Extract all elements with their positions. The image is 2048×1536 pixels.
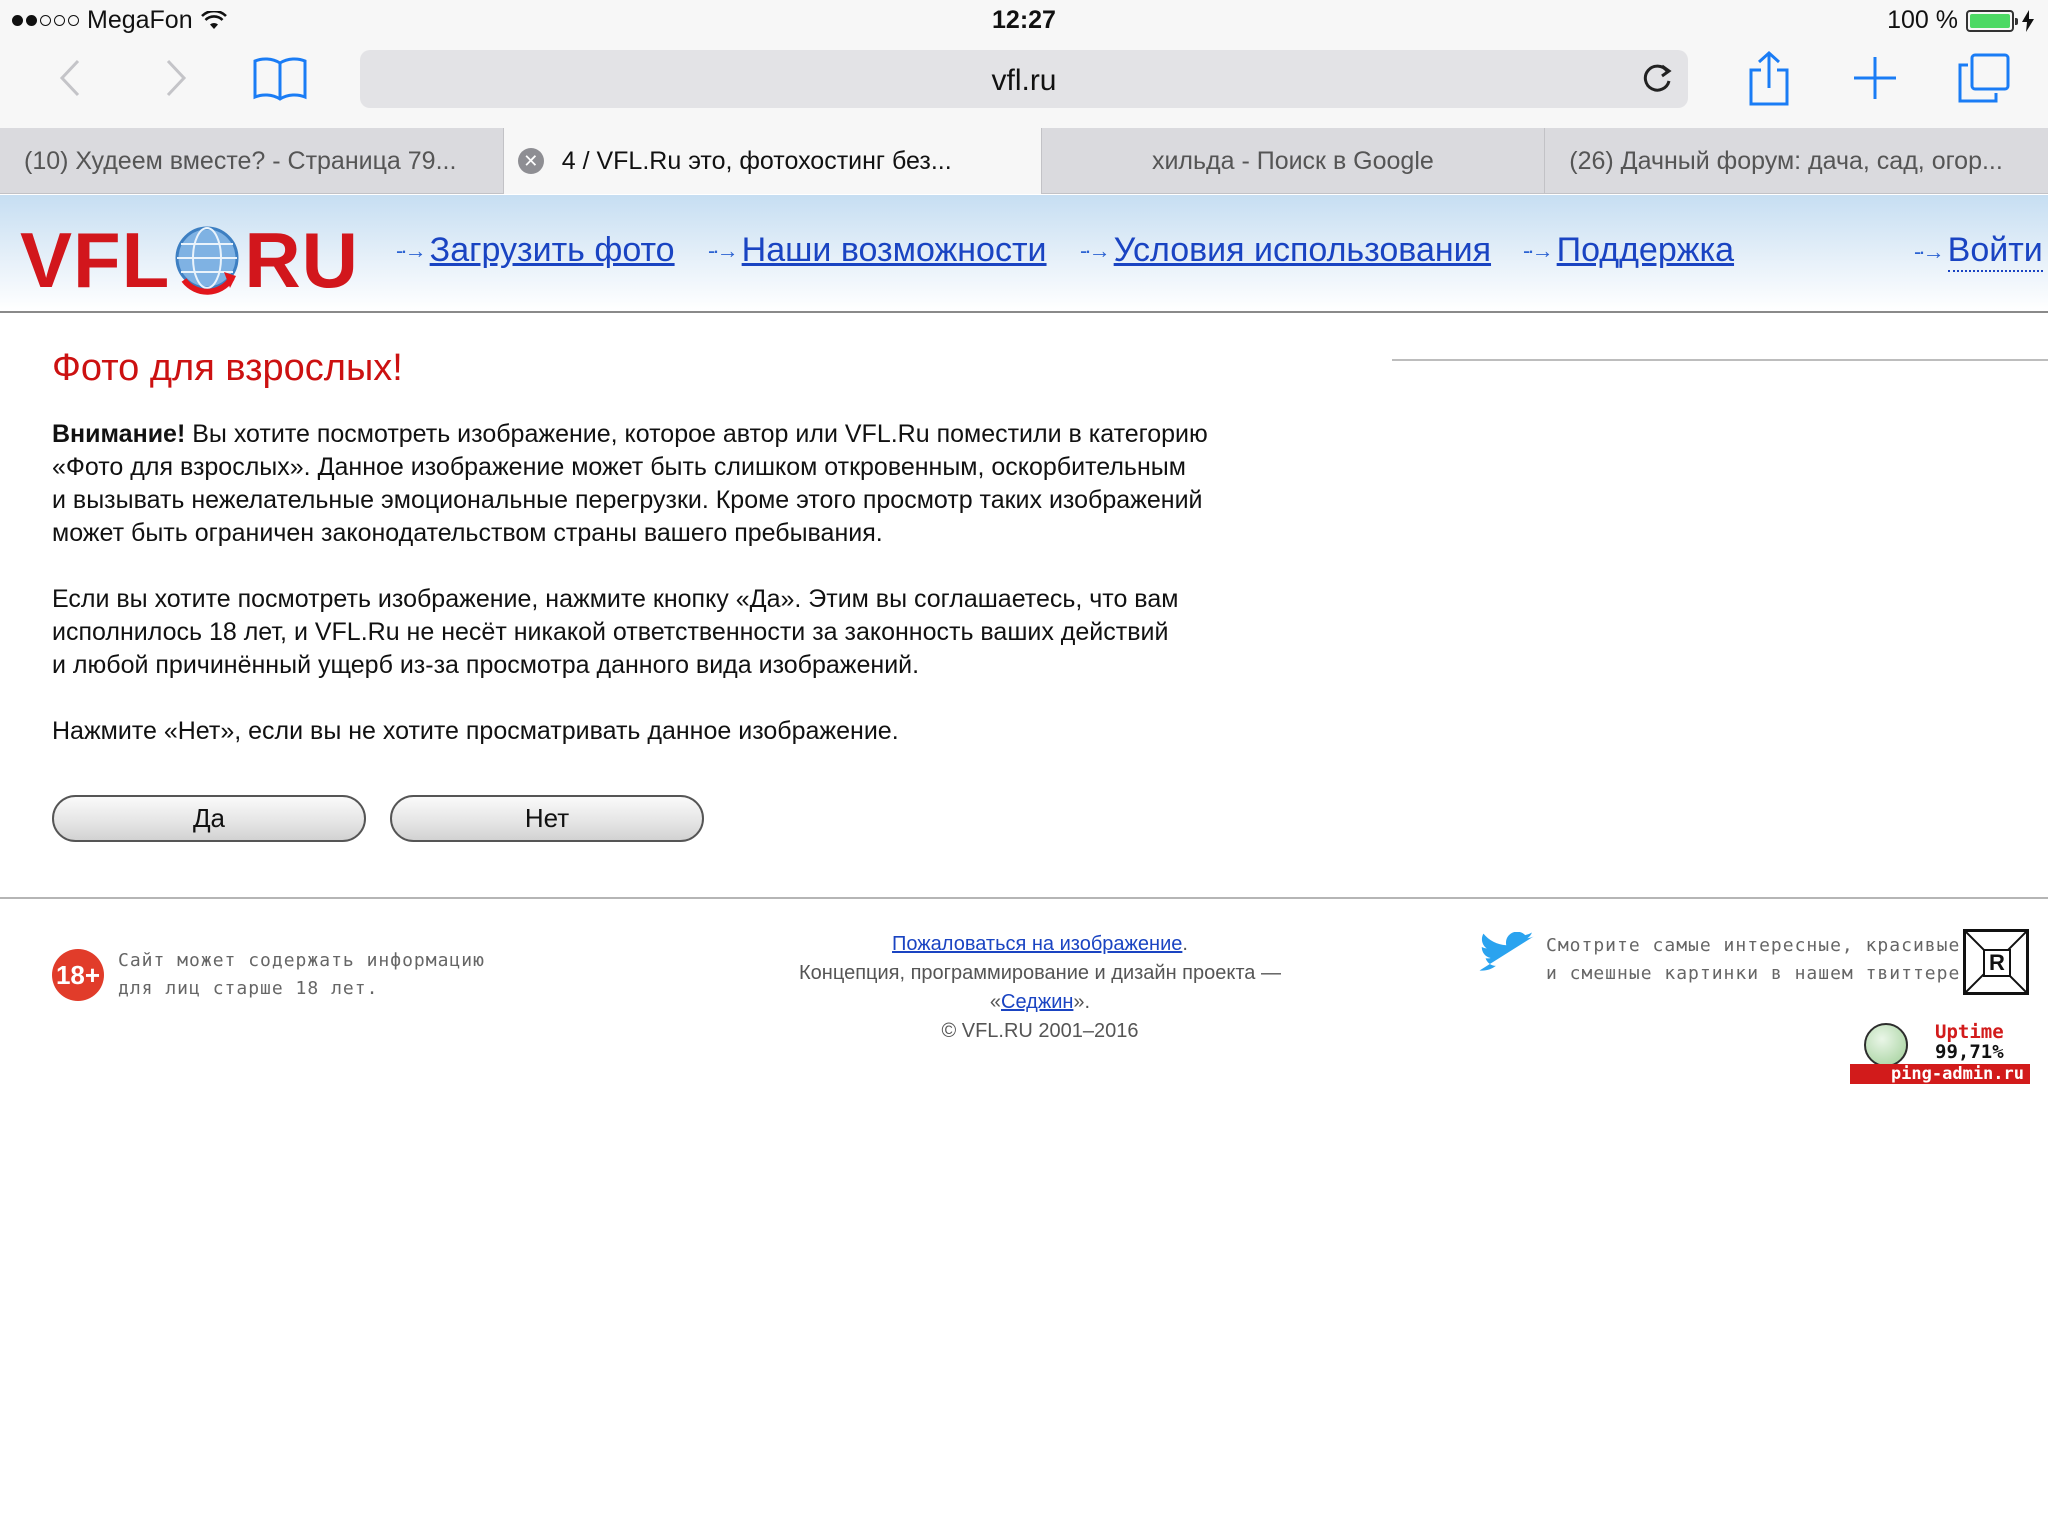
tab-title: хильда - Поиск в Google — [1151, 146, 1434, 175]
reload-icon[interactable] — [1640, 62, 1674, 96]
warning-paragraph-1 — [52, 418, 1352, 550]
yes-button[interactable]: Да — [52, 795, 366, 842]
status-right — [1887, 6, 2034, 35]
adult-warning — [52, 347, 1352, 781]
footer-info — [760, 930, 1320, 1046]
author-quote-open: « — [989, 991, 1002, 1013]
tab-item[interactable] — [1042, 128, 1546, 194]
nav-link-upload[interactable]: Загрузить фото — [429, 231, 675, 269]
arrow-icon: -·→ — [1523, 237, 1551, 263]
tab-bar — [0, 128, 2048, 194]
tab-item[interactable] — [0, 128, 504, 194]
warning-text-line: «Фото для взрослых». Данное изображение может быть слишком откровенным, оскорбительным — [52, 453, 1186, 481]
no-button[interactable]: Нет — [390, 795, 704, 842]
warning-text-line: Вы хотите посмотреть изображение, которое автор или VFL.Ru поместили в категорию — [185, 420, 1208, 448]
site-logo[interactable] — [20, 215, 359, 306]
nav-item-terms[interactable] — [1080, 231, 1491, 270]
twitter-promo-line: и смешные картинки в нашем твиттере — [1546, 963, 1961, 984]
warning-text-line: исполнилось 18 лет, и VFL.Ru не несёт никакой ответственности за законность ваших действий — [52, 618, 1169, 646]
nav-link-support[interactable]: Поддержка — [1556, 231, 1735, 269]
arrow-icon: -·→ — [708, 237, 736, 263]
share-button[interactable] — [1744, 48, 1794, 108]
twitter-bird-icon[interactable] — [1474, 932, 1534, 984]
nav-item-features[interactable] — [708, 231, 1047, 270]
tab-title: (10) Худеем вместе? - Страница 79... — [24, 146, 457, 175]
report-period: . — [1182, 933, 1188, 955]
arrow-icon: -·→ — [396, 237, 424, 263]
clock: 12:27 — [992, 6, 1056, 34]
nav-item-support[interactable] — [1523, 231, 1734, 270]
tabs-icon — [1958, 53, 2010, 103]
warning-text-line: может быть ограничен законодательством страны вашего пребывания. — [52, 519, 883, 547]
share-icon — [1747, 50, 1791, 106]
bookmarks-button[interactable] — [250, 48, 310, 108]
sidebar-divider — [1392, 359, 2048, 361]
concept-text: Концепция, программирование и дизайн проекта — — [799, 962, 1281, 984]
uptime-site: ping-admin.ru — [1850, 1064, 2030, 1084]
uptime-label: Uptime — [1935, 1021, 2004, 1043]
tab-title: 4 / VFL.Ru это, фотохостинг без... — [561, 146, 952, 175]
forward-button[interactable] — [158, 48, 194, 108]
battery-percent: 100 % — [1887, 6, 1958, 34]
status-bar — [0, 0, 2048, 40]
tab-item-active[interactable] — [504, 128, 1042, 194]
book-icon — [252, 55, 308, 101]
chevron-left-icon — [59, 58, 81, 98]
age-notice-line: для лиц старше 18 лет. — [118, 978, 379, 999]
age-notice-line: Сайт может содержать информацию — [118, 950, 485, 971]
rating-letter: R — [1983, 949, 2011, 977]
copyright: © VFL.RU 2001–2016 — [941, 1020, 1139, 1042]
warning-text-line: Если вы хотите посмотреть изображение, нажмите кнопку «Да». Этим вы соглашаетесь, что вам — [52, 585, 1179, 613]
site-header — [0, 195, 2048, 313]
logo-text-right: RU — [244, 216, 359, 304]
author-quote-close: ». — [1073, 991, 1091, 1013]
age-notice — [52, 947, 485, 1003]
arrow-icon: -·→ — [1914, 238, 1942, 264]
back-button[interactable] — [52, 48, 88, 108]
warning-text-line: и любой причинённый ущерб из-за просмотра данного вида изображений. — [52, 651, 920, 679]
close-icon[interactable]: ✕ — [518, 148, 544, 174]
nav-link-features[interactable]: Наши возможности — [741, 231, 1047, 269]
tab-item[interactable] — [1545, 128, 2048, 194]
globe-icon — [170, 222, 244, 300]
address-bar[interactable] — [360, 50, 1688, 108]
tab-title: (26) Дачный форум: дача, сад, огор... — [1569, 146, 2003, 175]
page-title: Фото для взрослых! — [52, 347, 403, 389]
nav-item-login[interactable] — [1914, 231, 2043, 272]
url-text: vfl.ru — [991, 64, 1057, 97]
age-18-icon: 18+ — [52, 949, 104, 1001]
warning-text-line: и вызывать нежелательные эмоциональные перегрузки. Кроме этого просмотр таких изображений — [52, 486, 1203, 514]
new-tab-button[interactable] — [1850, 48, 1900, 108]
report-image-link[interactable]: Пожаловаться на изображение — [892, 933, 1183, 955]
rating-badge[interactable] — [1963, 929, 2029, 995]
chevron-right-icon — [165, 58, 187, 98]
plus-icon — [1852, 55, 1898, 101]
tabs-overview-button[interactable] — [1956, 48, 2012, 108]
nav-item-upload[interactable] — [396, 231, 675, 270]
nav-link-terms[interactable]: Условия использования — [1113, 231, 1492, 269]
twitter-promo[interactable] — [1474, 932, 1960, 988]
arrow-icon: -·→ — [1080, 237, 1108, 263]
uptime-value: 99,71% — [1935, 1041, 2004, 1063]
age-notice-text — [118, 947, 485, 1003]
warning-paragraph-2 — [52, 583, 1352, 682]
warning-paragraph-3: Нажмите «Нет», если вы не хотите просматривать данное изображение. — [52, 717, 899, 745]
carrier-name: MegaFon — [87, 6, 193, 34]
footer-divider — [0, 897, 2048, 899]
charging-icon — [2022, 10, 2034, 32]
warning-label: Внимание! — [52, 420, 186, 448]
uptime-badge[interactable] — [1850, 1019, 2030, 1085]
browser-toolbar — [0, 40, 2048, 128]
twitter-promo-line: Смотрите самые интересные, красивые — [1546, 935, 1961, 956]
login-link[interactable]: Войти — [1948, 231, 2043, 272]
confirm-buttons — [52, 795, 704, 842]
author-link[interactable]: Седжин — [1001, 991, 1074, 1013]
battery-icon — [1966, 10, 2014, 32]
ping-pong-icon — [1864, 1023, 1908, 1067]
logo-text-left: VFL — [20, 216, 171, 304]
twitter-promo-text — [1546, 932, 1960, 988]
